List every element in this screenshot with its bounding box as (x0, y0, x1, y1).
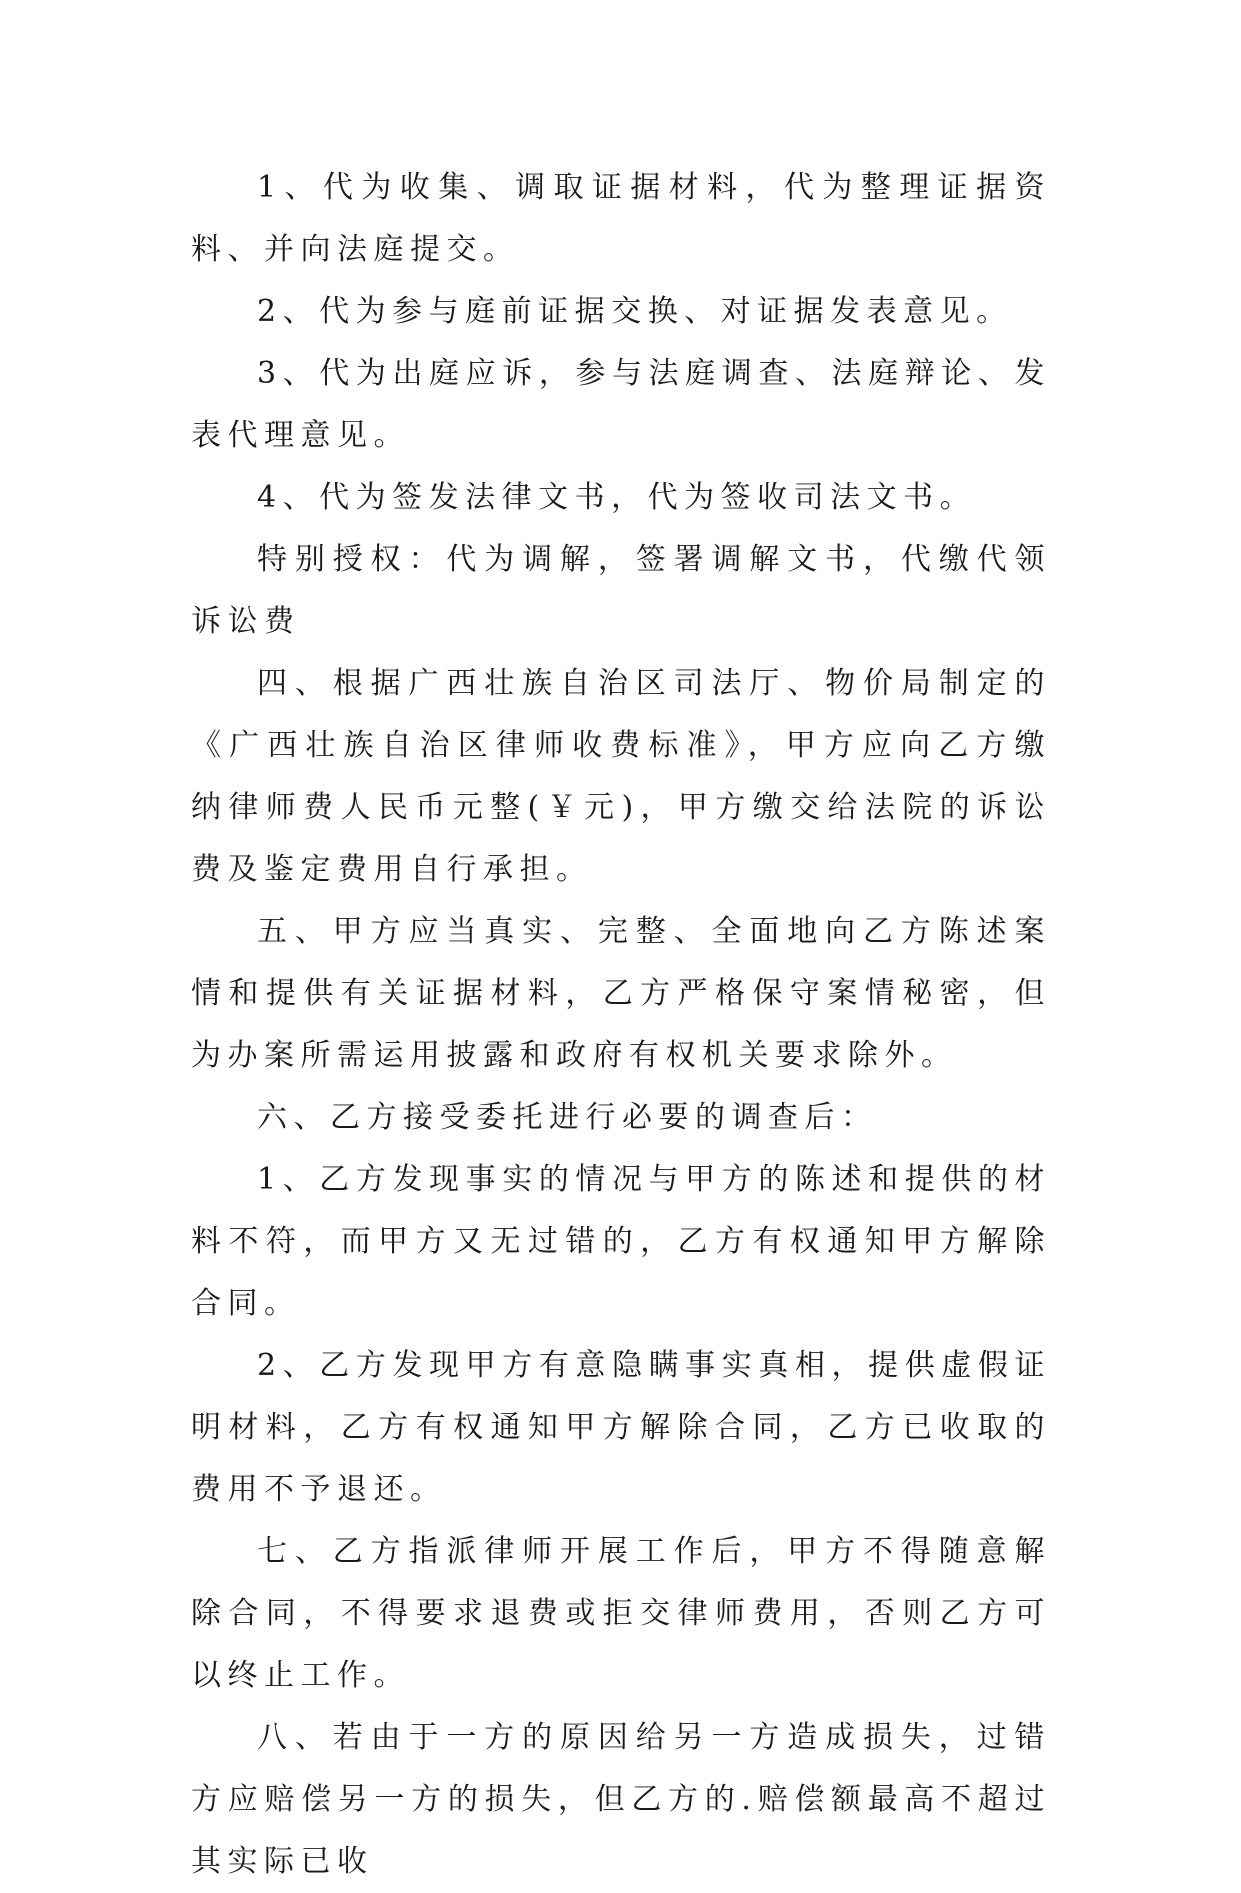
paragraph-item-2-evidence-exchange: 2、代为参与庭前证据交换、对证据发表意见。 (257, 294, 1013, 329)
paragraph-clause-4-fees: 四、根据广西壮族自治区司法厅、物价局制定的《广西壮族自治区律师收费标准》，甲方应向乙方缴纳律师费人民币元整(￥元)，甲方缴交给法院的诉讼费及鉴定费用自行承担。 (191, 666, 1051, 887)
document-body (191, 157, 1051, 1893)
paragraph-item-4-legal-documents: 4、代为签发法律文书，代为签收司法文书。 (257, 480, 977, 515)
paragraph-clause-6-item-2: 2、乙方发现甲方有意隐瞒事实真相，提供虚假证明材料，乙方有权通知甲方解除合同，乙方已收取的费用不予退还。 (191, 1348, 1051, 1507)
paragraph-special-authorization: 特别授权：代为调解，签署调解文书，代缴代领诉讼费 (191, 542, 1051, 639)
paragraph-clause-8-compensation: 八、若由于一方的原因给另一方造成损失，过错方应赔偿另一方的损失，但乙方的.赔偿额最高不超过其实际已收 (191, 1720, 1051, 1879)
paragraph-item-1-collect-evidence: 1、代为收集、调取证据材料，代为整理证据资料、并向法庭提交。 (191, 170, 1051, 267)
paragraph-clause-7-termination: 七、乙方指派律师开展工作后，甲方不得随意解除合同，不得要求退费或拒交律师费用，否则乙方可以终止工作。 (191, 1534, 1051, 1693)
paragraph-clause-6-investigation: 六、乙方接受委托进行必要的调查后： (257, 1100, 878, 1135)
paragraph-item-3-court-appearance: 3、代为出庭应诉，参与法庭调查、法庭辩论、发表代理意见。 (191, 356, 1051, 453)
paragraph-clause-6-item-1: 1、乙方发现事实的情况与甲方的陈述和提供的材料不符，而甲方又无过错的，乙方有权通知甲方解除合同。 (191, 1162, 1051, 1321)
paragraph-clause-5-disclosure: 五、甲方应当真实、完整、全面地向乙方陈述案情和提供有关证据材料，乙方严格保守案情秘密，但为办案所需运用披露和政府有权机关要求除外。 (191, 914, 1051, 1073)
